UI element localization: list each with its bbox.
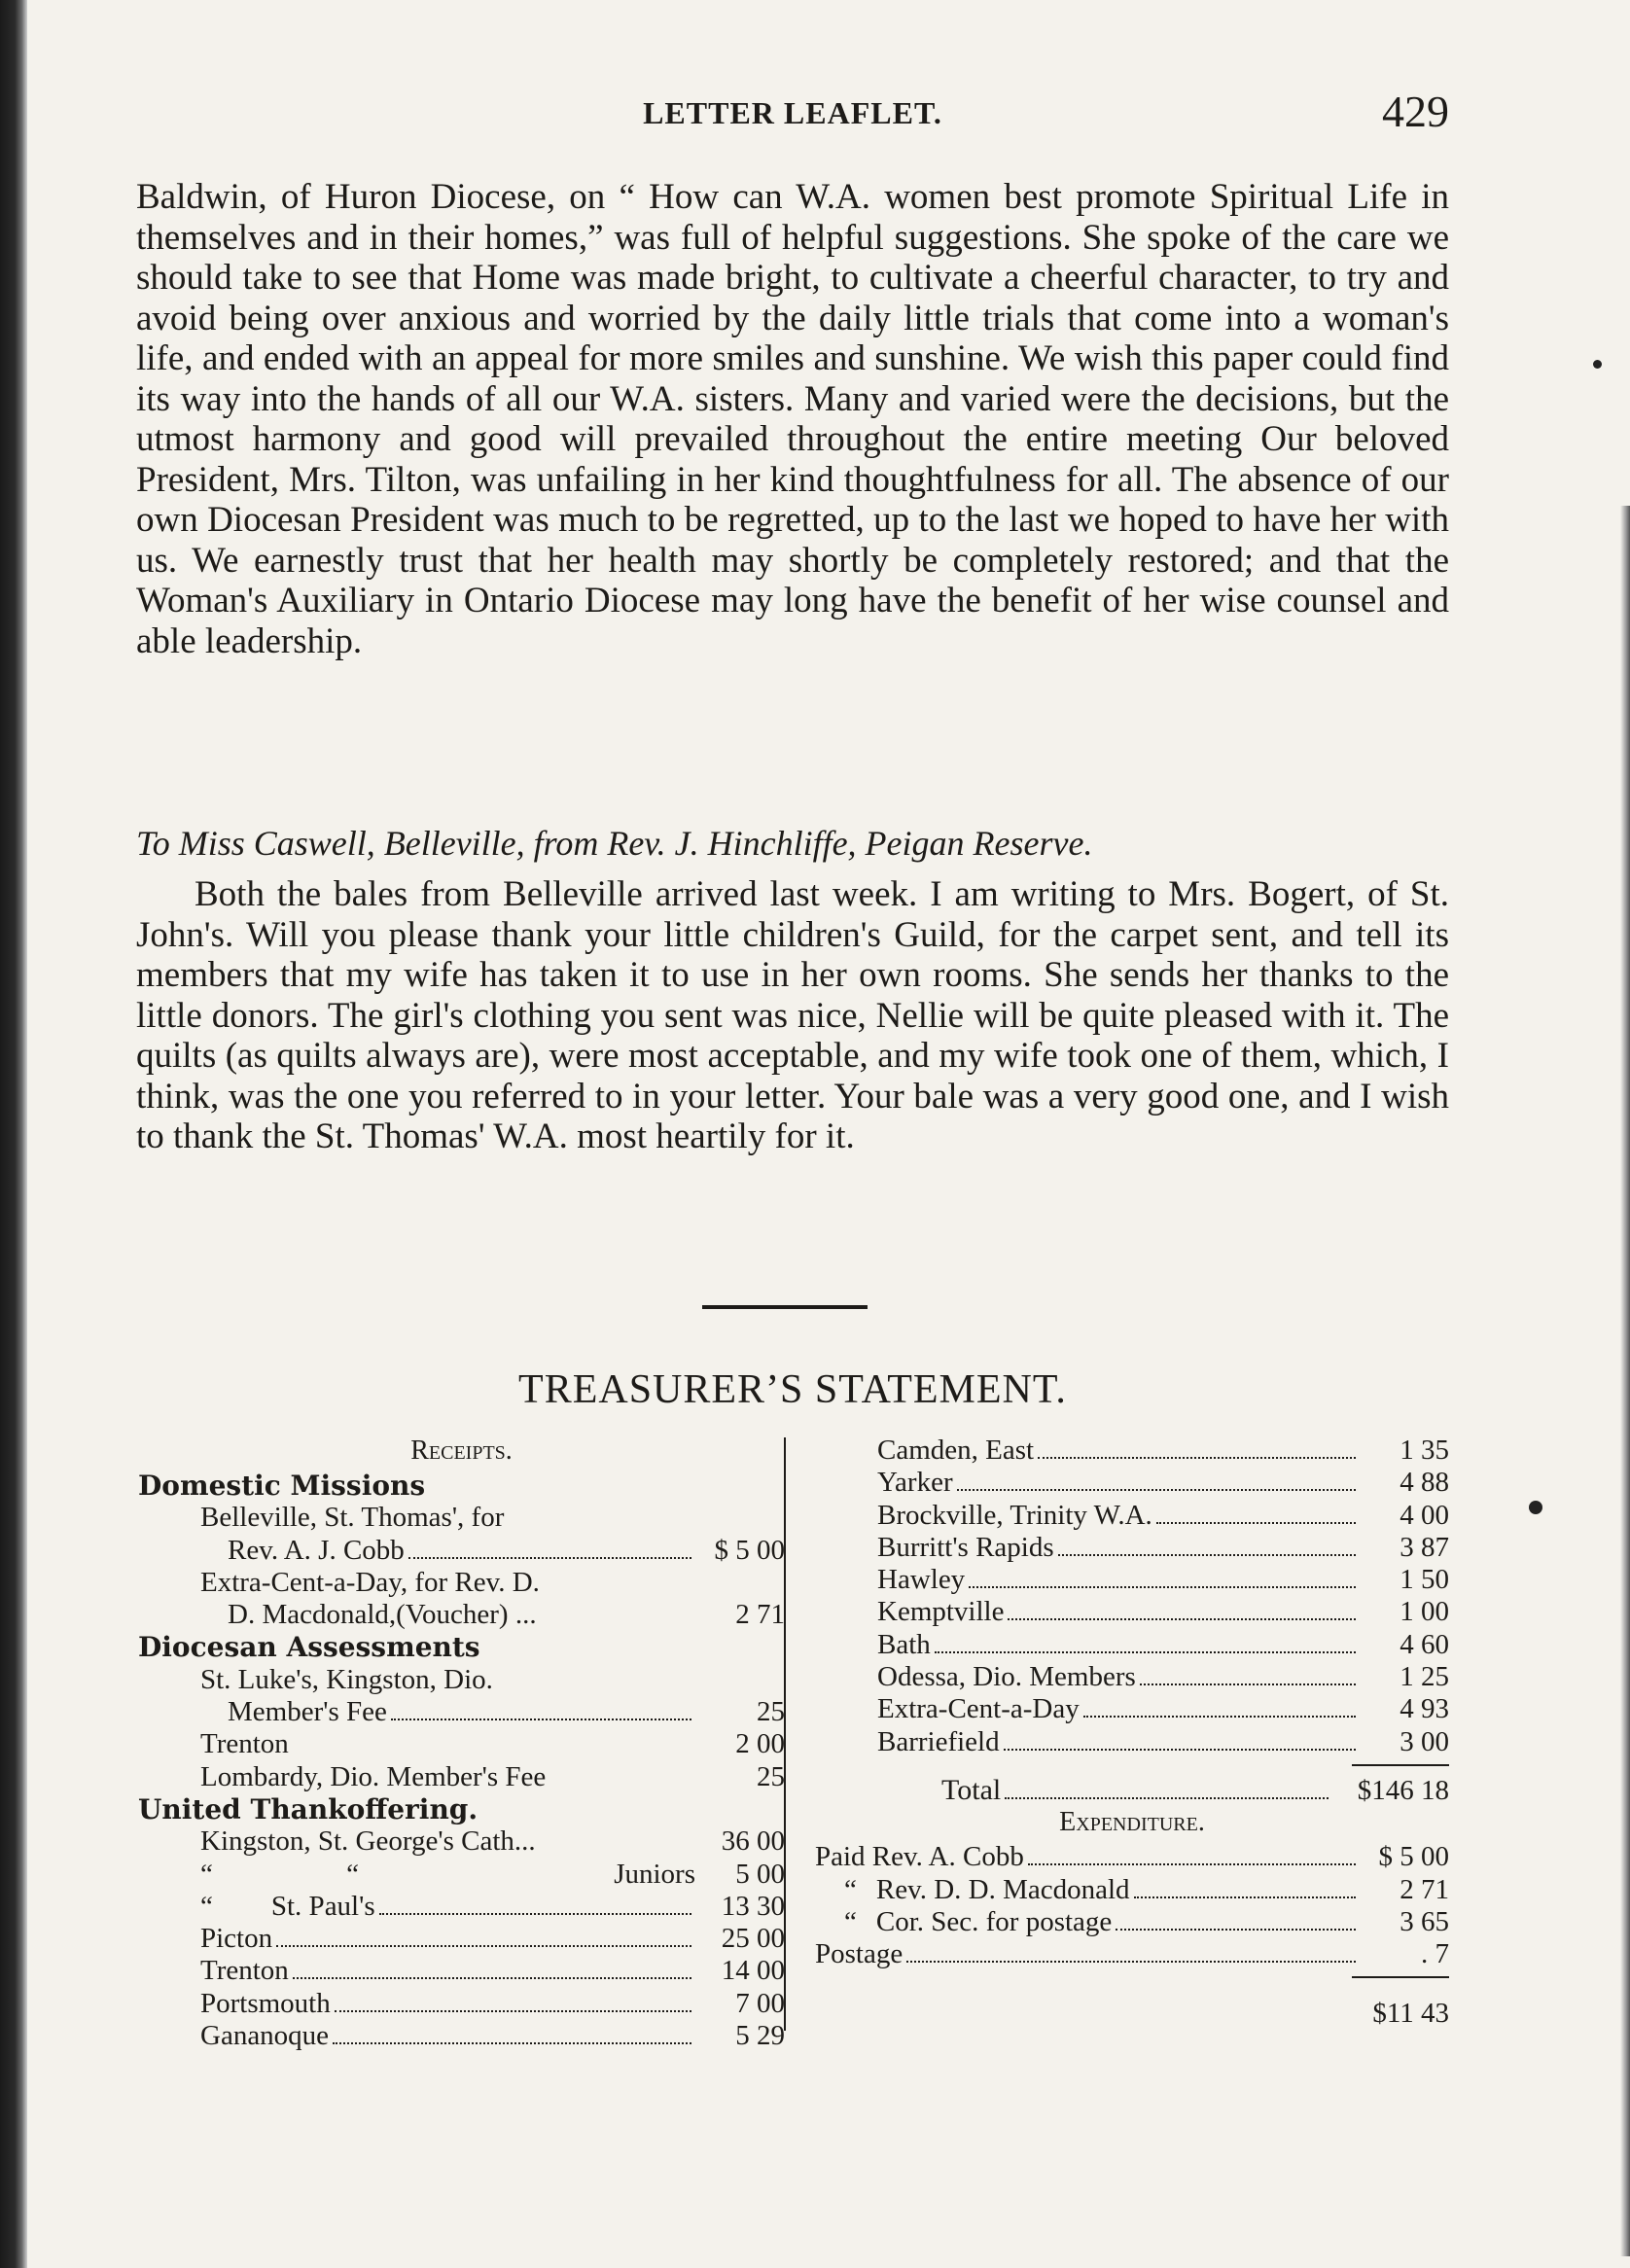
ledger-amount: 36 00 <box>721 1825 785 1858</box>
ledger-label: Portsmouth <box>200 1987 331 2019</box>
leader-dots <box>1116 1929 1356 1931</box>
ledger-label: Brockville, Trinity W.A. <box>877 1499 1152 1531</box>
leader-dots <box>935 1651 1356 1653</box>
ledger-amount: 25 <box>757 1696 785 1728</box>
ledger-label: Juniors <box>614 1858 695 1890</box>
letter-heading: To Miss Caswell, Belleville, from Rev. J. Hinchliffe, Peigan Reserve. <box>136 824 1093 863</box>
ledger-label: St. Paul's <box>270 1890 375 1922</box>
leader-dots <box>1083 1716 1356 1718</box>
ledger-row <box>815 1693 1449 1725</box>
total-label: Total <box>941 1773 1002 1806</box>
page-number: 429 <box>1382 87 1449 136</box>
leader-dots <box>1005 1797 1329 1799</box>
leader-dots <box>1058 1554 1356 1556</box>
ledger-label: Kemptville <box>877 1596 1005 1628</box>
leader-dots <box>969 1586 1356 1588</box>
ledger-label: Belleville, St. Thomas', for <box>200 1502 505 1534</box>
ledger-label: Bath <box>877 1628 931 1660</box>
ledger-label: Odessa, Dio. Members <box>877 1661 1136 1693</box>
total-amount: $146 18 <box>1357 1774 1449 1806</box>
leader-dots <box>1156 1522 1356 1524</box>
leader-dots <box>1004 1749 1356 1751</box>
leader-dots <box>293 1977 691 1979</box>
ledger-label: Postage <box>815 1938 904 1970</box>
ledger-row <box>138 1535 785 1567</box>
ledger-label: Extra-Cent-a-Day, for Rev. D. <box>200 1566 540 1598</box>
ledger-label: Hawley <box>877 1564 966 1596</box>
ledger-row <box>138 1696 785 1728</box>
ledger-row <box>815 1532 1449 1564</box>
ledger-row <box>138 1664 785 1696</box>
ledger-label: Barriefield <box>877 1725 1000 1757</box>
ledger-row <box>815 1629 1449 1661</box>
receipts-column <box>138 1435 785 2052</box>
leader-dots <box>333 2042 691 2044</box>
total-row <box>815 1774 1449 1806</box>
running-head <box>136 86 1449 144</box>
leader-dots <box>1134 1896 1356 1898</box>
ledger-row <box>138 1567 785 1599</box>
receipts-expenditure-column <box>815 1435 1449 2031</box>
ledger-label: Kingston, St. George's Cath... <box>200 1825 536 1858</box>
ledger-row <box>138 1825 785 1858</box>
ledger-row <box>815 1661 1449 1693</box>
ledger-label: Gananoque <box>200 2020 330 2052</box>
ledger-row <box>815 1906 1449 1938</box>
ink-speck <box>1529 1501 1542 1514</box>
receipts-heading: Receipts. <box>410 1435 513 1466</box>
ledger-label: Trenton <box>200 1728 289 1760</box>
category-row <box>138 1631 785 1663</box>
ledger-amount: 25 <box>757 1760 785 1792</box>
leader-dots <box>1008 1618 1356 1620</box>
ledger-row <box>815 1726 1449 1758</box>
ledger-row <box>815 1435 1449 1467</box>
ledger-row <box>138 1923 785 1955</box>
treasurers-statement-title: TREASURER’S STATEMENT. <box>518 1367 1067 1412</box>
leader-dots <box>1038 1457 1356 1459</box>
body-paragraph: Baldwin, of Huron Diocese, on “ How can W.A. women best promote Spiritual Life in themselves and in their homes,” was full of helpful suggestions. She spoke of the care we should take to see that Home was made bright, to cultivate a cheerful character, to try and avoid being over anxious and worried by the daily little trials that come into a woman's life, and ended with an appeal for more smiles and sunshine. We wish this paper could find its way into the hands of all our W.A. sisters. Many and varied were the decisions, but the utmost harmony and good will prevailed throughout the entire meeting Our beloved President, Mrs. Tilton, was unfailing in her kind thoughtfulness for all. The absence of our own Diocesan President was much to be regretted, up to the last we hoped to have her with us. We earnestly trust that her health may shortly be completely restored; and that the Woman's Auxiliary in Ontario Diocese may long have the benefit of her wise counsel and able leadership. <box>136 177 1449 661</box>
ledger-row <box>815 1467 1449 1499</box>
expenditure-total-row <box>815 1998 1449 2030</box>
leader-dots <box>335 2010 691 2012</box>
ledger-label: Cor. Sec. for postage <box>875 1905 1113 1937</box>
ledger-amount: 4 00 <box>1400 1499 1449 1531</box>
ledger-row <box>138 1859 785 1891</box>
ledger-label: Yarker <box>877 1467 953 1499</box>
ink-speck <box>1593 360 1602 369</box>
leader-dots <box>276 1945 691 1947</box>
ledger-label: St. Luke's, Kingston, Dio. <box>200 1663 493 1695</box>
ledger-row <box>138 1955 785 1987</box>
leader-dots <box>1028 1863 1356 1865</box>
ditto-marks: “ “ <box>200 1858 359 1890</box>
ledger-label: Trenton <box>200 1955 289 1987</box>
ledger-row <box>138 1988 785 2020</box>
ledger-amount: 25 00 <box>721 1923 785 1955</box>
ledger-label: Rev. D. D. Macdonald <box>875 1873 1130 1905</box>
ledger-label: Rev. A. J. Cobb <box>228 1534 405 1566</box>
category-label: Domestic Missions <box>138 1470 426 1502</box>
category-label: Diocesan Assessments <box>138 1631 480 1664</box>
page-edge-shadow <box>1620 506 1630 2256</box>
category-label: United Thankoffering. <box>138 1792 478 1825</box>
ledger-amount: 3 87 <box>1400 1531 1449 1563</box>
ledger-label: Paid Rev. A. Cobb <box>815 1841 1024 1873</box>
ditto-marks: “ <box>200 1890 213 1922</box>
ledger-amount: 1 50 <box>1400 1564 1449 1596</box>
ledger-amount: 2 71 <box>735 1599 785 1631</box>
ledger-amount: 1 25 <box>1400 1661 1449 1693</box>
ledger-row <box>815 1841 1449 1873</box>
ledger-label: Lombardy, Dio. Member's Fee <box>200 1760 547 1792</box>
ledger-amount: $ 5 00 <box>1378 1841 1449 1873</box>
ledger-amount: $ 5 00 <box>714 1534 785 1566</box>
ledger-amount: 7 00 <box>735 1987 785 2019</box>
ledger-row <box>138 1728 785 1760</box>
category-row <box>138 1793 785 1825</box>
ledger-amount: 5 00 <box>735 1858 785 1890</box>
leader-dots <box>957 1489 1356 1491</box>
ledger-amount: 4 60 <box>1400 1628 1449 1660</box>
ledger-label: Member's Fee <box>228 1696 387 1728</box>
ledger-row <box>138 1502 785 1534</box>
ditto-marks: “ <box>844 1873 857 1905</box>
ledger-label: Camden, East <box>877 1435 1035 1466</box>
ledger-row <box>815 1938 1449 1970</box>
ledger-row <box>138 1891 785 1923</box>
ledger-amount: 5 29 <box>735 2020 785 2052</box>
ledger-amount: 3 00 <box>1400 1725 1449 1757</box>
ledger-amount: 2 71 <box>1400 1873 1449 1905</box>
ledger-row <box>138 1761 785 1793</box>
ledger-amount: 1 00 <box>1400 1596 1449 1628</box>
ledger-label: Extra-Cent-a-Day <box>877 1693 1080 1725</box>
ledger-amount: 4 88 <box>1400 1467 1449 1499</box>
ledger-amount: 14 00 <box>721 1955 785 1987</box>
expenditure-total: $11 43 <box>1372 1998 1449 2030</box>
ledger-amount: 13 30 <box>721 1890 785 1922</box>
ledger-amount: . 7 <box>1421 1938 1449 1970</box>
ledger-row <box>815 1596 1449 1628</box>
expenditure-heading: Expenditure. <box>1059 1807 1205 1838</box>
ledger-row <box>815 1500 1449 1532</box>
leader-dots <box>391 1719 691 1720</box>
letter-body-paragraph: Both the bales from Belleville arrived last week. I am writing to Mrs. Bogert, of St. John's. Will you please thank your little children's Guild, for the carpet sent, and tell its members that my wife has taken it to use in her own rooms. She sends her thanks to the little donors. The girl's clothing you sent was nice, Nellie will be quite pleased with it. The quilts (as quilts always are), were most acceptable, and my wife took one of them, which, I think, was the one you referred to in your letter. Your bale was a very good one, and I wish to thank the St. Thomas' W.A. most heartily for it. <box>136 874 1449 1156</box>
book-binding-edge <box>0 0 27 2268</box>
sum-rule <box>815 1970 1449 1984</box>
ledger-amount: 4 93 <box>1400 1693 1449 1725</box>
ledger-label: Burritt's Rapids <box>877 1531 1054 1563</box>
sum-rule <box>815 1758 1449 1772</box>
ledger-amount: 2 00 <box>735 1728 785 1760</box>
ledger-row <box>815 1564 1449 1596</box>
ledger-amount: 1 35 <box>1400 1435 1449 1466</box>
ledger-row <box>138 1599 785 1631</box>
leader-dots <box>379 1913 691 1915</box>
section-divider-rule <box>702 1305 868 1309</box>
running-title: LETTER LEAFLET. <box>643 95 942 130</box>
ledger-row <box>815 1874 1449 1906</box>
ledger-row <box>138 2020 785 2052</box>
leader-dots <box>1140 1683 1356 1685</box>
leader-dots <box>906 1961 1356 1963</box>
ledger-amount: 3 65 <box>1400 1905 1449 1937</box>
category-row <box>138 1470 785 1502</box>
leader-dots <box>408 1557 691 1559</box>
ditto-marks: “ <box>844 1905 857 1937</box>
ledger-label: D. Macdonald,(Voucher) ... <box>228 1599 537 1631</box>
ledger-label: Picton <box>200 1923 273 1955</box>
